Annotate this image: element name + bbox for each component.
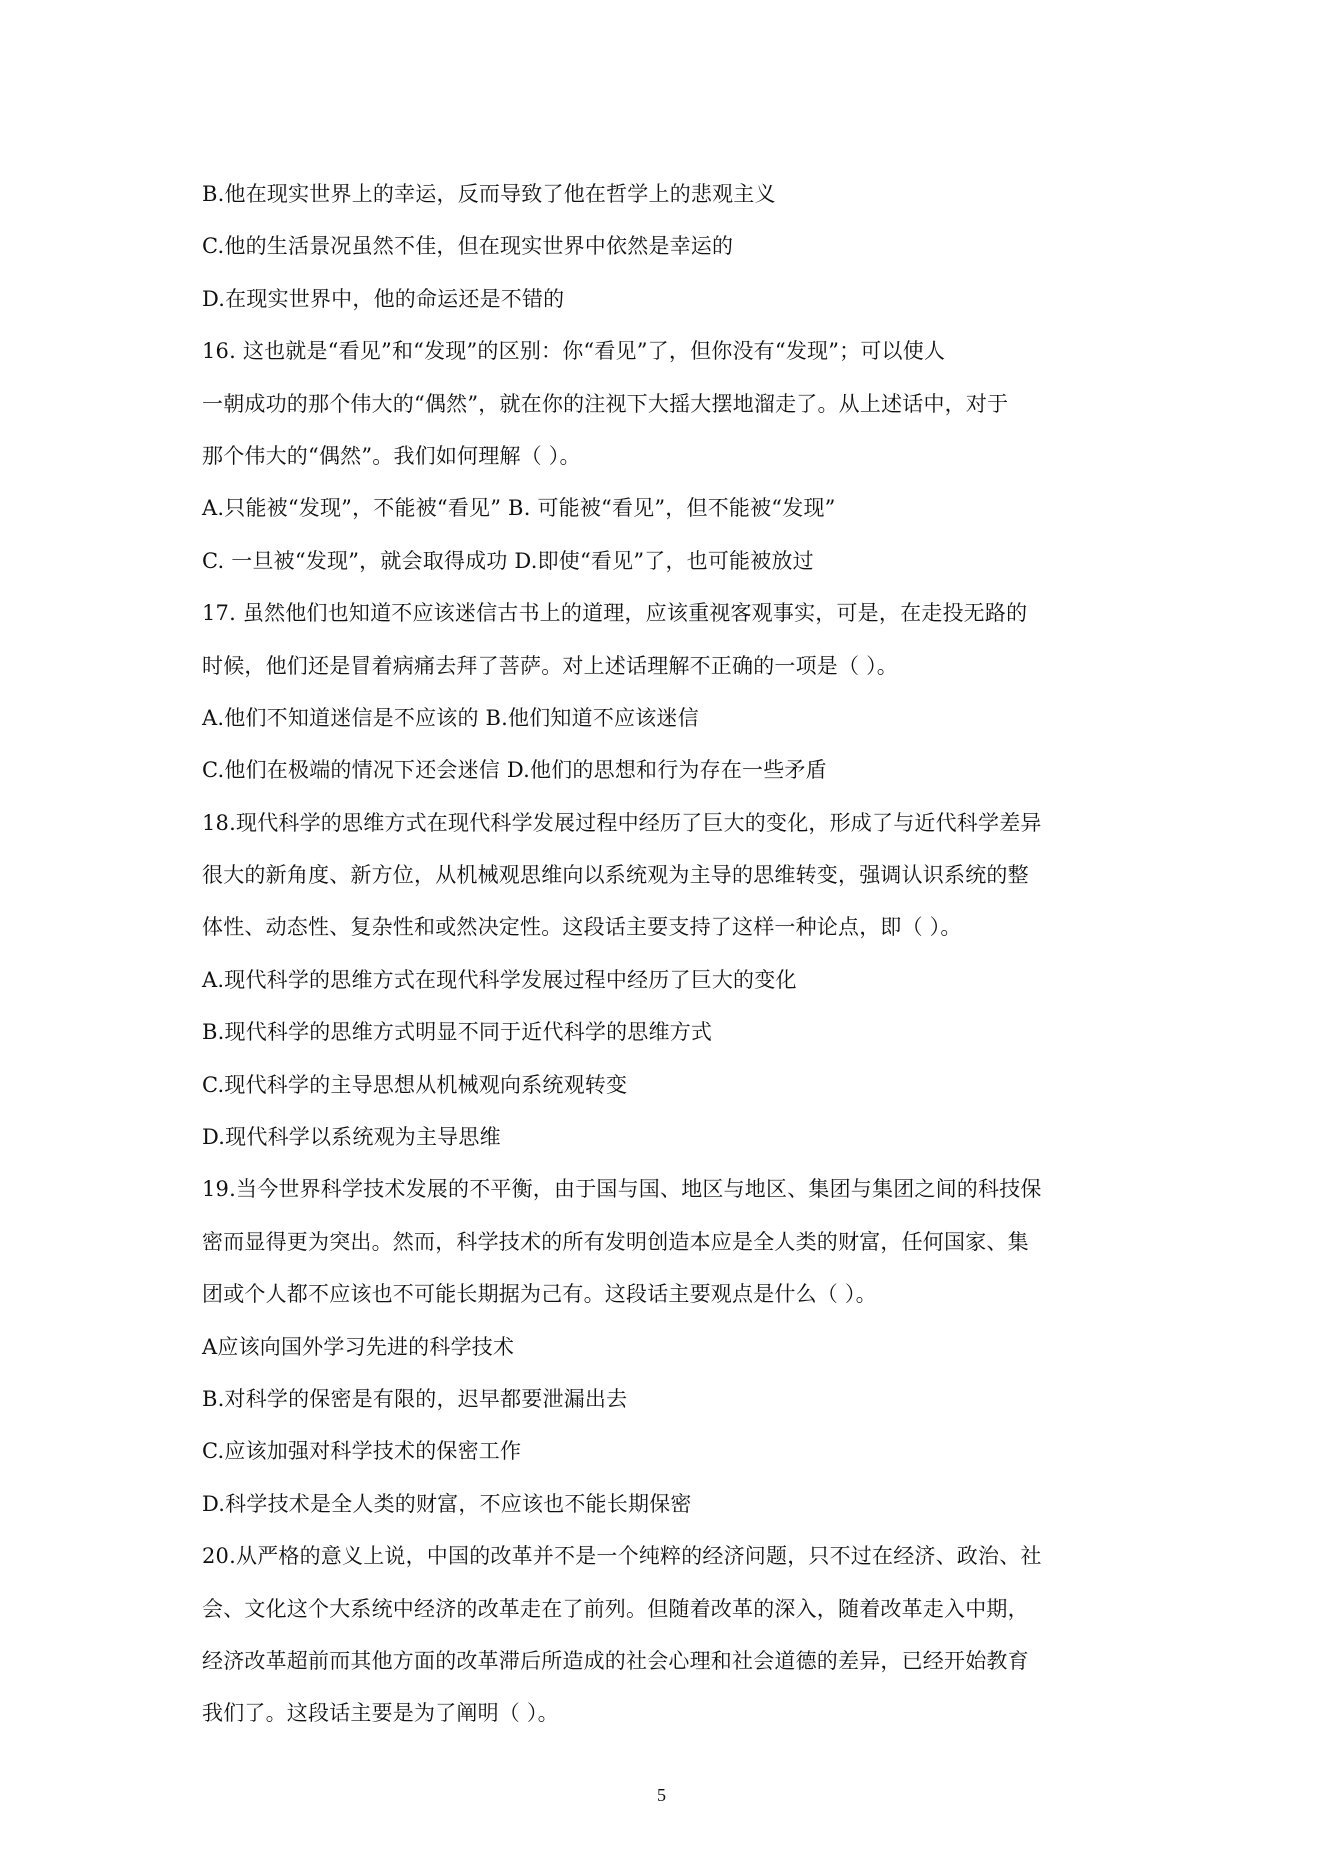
text-line: 那个伟大的“偶然”。我们如何理解（ ）。: [202, 443, 581, 468]
option-a: A应该向国外学习先进的科学技术: [202, 1334, 515, 1359]
option-d: D.科学技术是全人类的财富，不应该也不能长期保密: [202, 1491, 692, 1516]
text-line: 一朝成功的那个伟大的“偶然”，就在你的注视下大摇大摆地溜走了。从上述话中，对于: [202, 391, 1009, 416]
option-b: B.对科学的保密是有限的，迟早都要泄漏出去: [202, 1386, 628, 1411]
question-17-line: 17. 虽然他们也知道不应该迷信古书上的道理，应该重视客观事实，可是，在走投无路的: [202, 601, 1028, 626]
text-line: 经济改革超前而其他方面的改革滞后所造成的社会心理和社会道德的差异，已经开始教育: [202, 1648, 1029, 1673]
option-b: B.现代科学的思维方式明显不同于近代科学的思维方式: [202, 1020, 713, 1045]
text-line: 体性、动态性、复杂性和或然决定性。这段话主要支持了这样一种论点，即（ ）。: [202, 915, 962, 940]
text-line: D.在现实世界中，他的命运还是不错的: [202, 286, 565, 311]
text-line: C.他的生活景况虽然不佳，但在现实世界中依然是幸运的: [202, 234, 734, 259]
option-d: D.现代科学以系统观为主导思维: [202, 1125, 501, 1150]
text-line: 密而显得更为突出。然而，科学技术的所有发明创造本应是全人类的财富，任何国家、集: [202, 1229, 1029, 1254]
question-18-line: 18.现代科学的思维方式在现代科学发展过程中经历了巨大的变化，形成了与近代科学差异: [202, 810, 1042, 835]
text-line: 我们了。这段话主要是为了阐明（ ）。: [202, 1701, 559, 1726]
question-19-line: 19.当今世界科学技术发展的不平衡，由于国与国、地区与地区、集团与集团之间的科技保: [202, 1177, 1042, 1202]
option-a: A.现代科学的思维方式在现代科学发展过程中经历了巨大的变化: [202, 967, 797, 992]
text-line: 时候，他们还是冒着病痛去拜了菩萨。对上述话理解不正确的一项是（ ）。: [202, 653, 898, 678]
text-line: B.他在现实世界上的幸运，反而导致了他在哲学上的悲观主义: [202, 182, 776, 206]
options-line: A.他们不知道迷信是不应该的 B.他们知道不应该迷信: [202, 705, 699, 730]
question-20-line: 20.从严格的意义上说，中国的改革并不是一个纯粹的经济问题，只不过在经济、政治、社: [202, 1544, 1042, 1569]
option-c: C.现代科学的主导思想从机械观向系统观转变: [202, 1072, 628, 1097]
question-16-line: 16. 这也就是“看见”和“发现”的区别：你“看见”了，但你没有“发现”；可以使人: [202, 339, 946, 364]
page-number: 5: [657, 1785, 666, 1805]
options-line: C.他们在极端的情况下还会迷信 D.他们的思想和行为存在一些矛盾: [202, 758, 827, 783]
page-body: [202, 168, 1122, 1740]
text-line: 会、文化这个大系统中经济的改革走在了前列。但随着改革的深入，随着改革走入中期，: [202, 1596, 1029, 1621]
options-line: C. 一旦被“发现”，就会取得成功 D.即使“看见”了，也可能被放过: [202, 548, 814, 573]
text-line: 团或个人都不应该也不可能长期据为己有。这段话主要观点是什么（ ）。: [202, 1282, 877, 1307]
option-c: C.应该加强对科学技术的保密工作: [202, 1439, 522, 1464]
options-line: A.只能被“发现”，不能被“看见” B. 可能被“看见”，但不能被“发现”: [202, 496, 836, 521]
text-line: 很大的新角度、新方位，从机械观思维向以系统观为主导的思维转变，强调认识系统的整: [202, 863, 1029, 888]
